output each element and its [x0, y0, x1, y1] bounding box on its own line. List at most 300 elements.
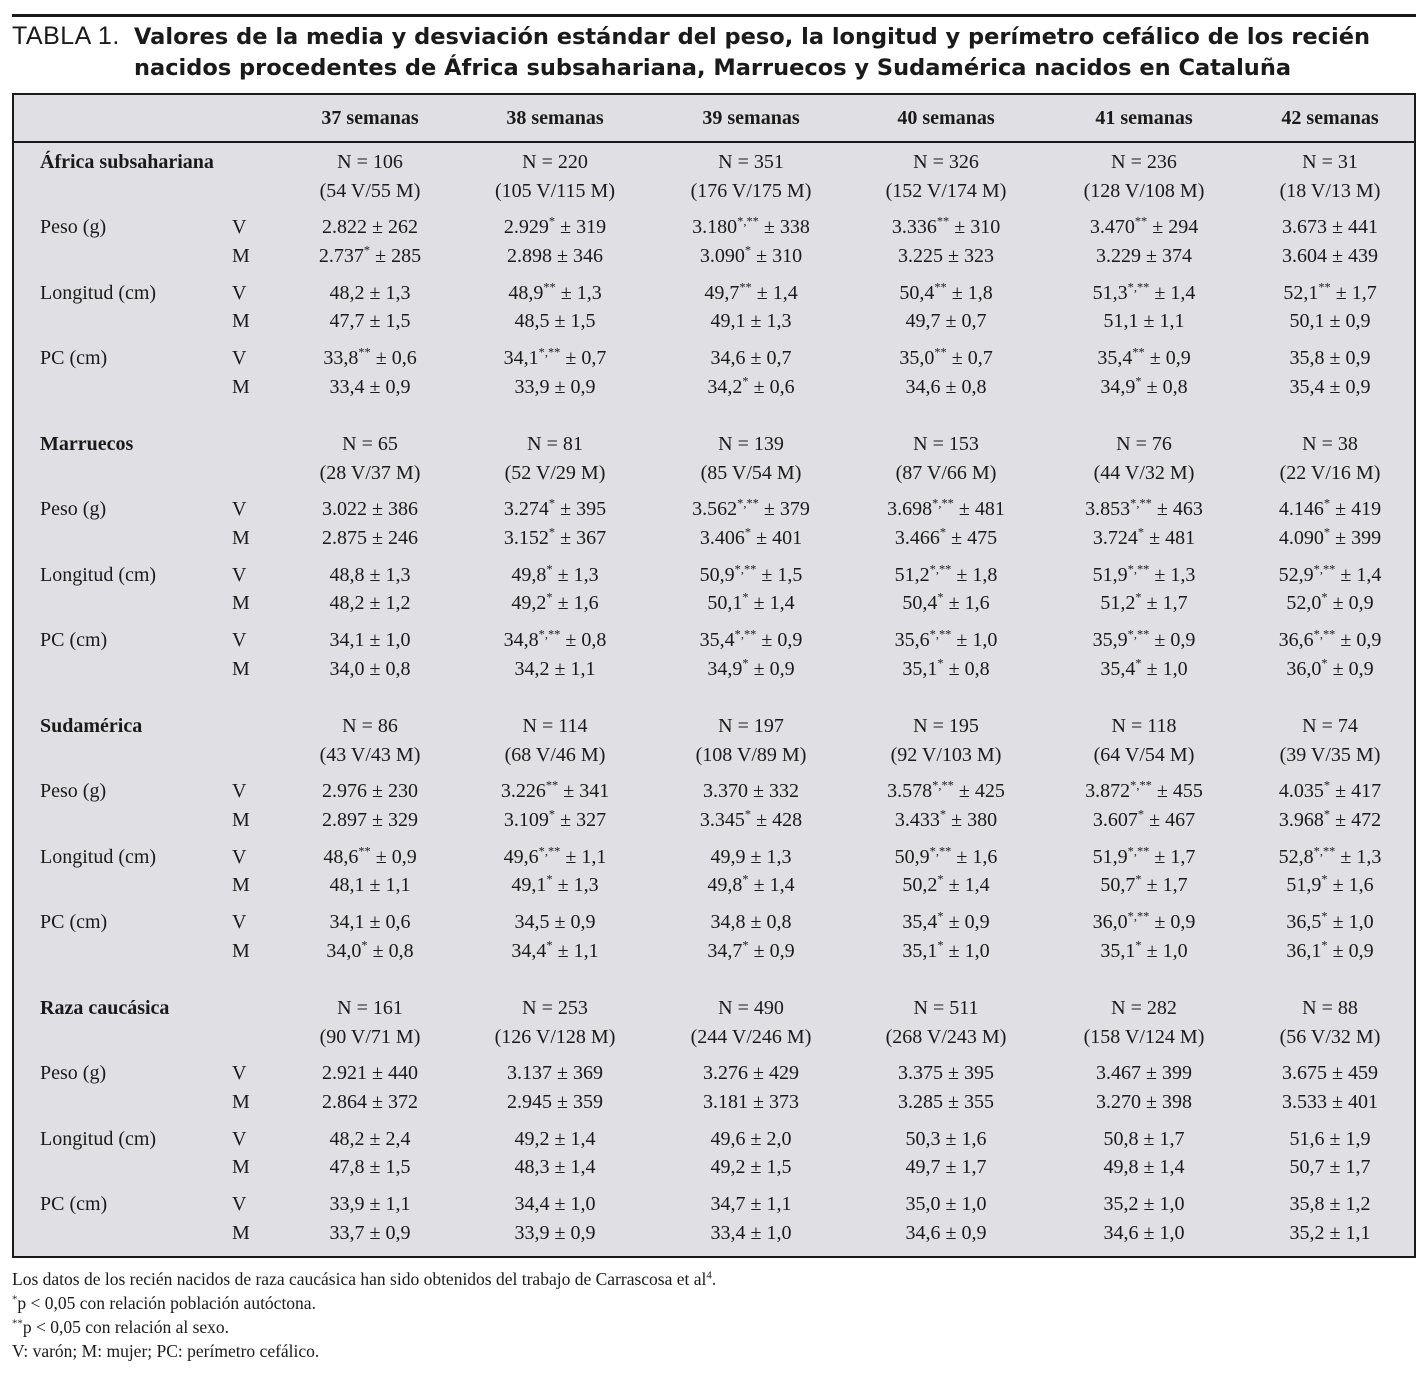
mean-value: 49,2 [514, 1128, 550, 1150]
value-cell [1282, 215, 1378, 239]
value-cell [1282, 244, 1378, 268]
significance-marker: ** [1134, 214, 1148, 229]
significance-marker: *,** [538, 844, 561, 859]
sex-split-cell: (90 V/71 M) [319, 1026, 421, 1048]
sd-value: 367 [576, 527, 607, 549]
sample-size-cell: N = 197 [718, 715, 784, 737]
sd-value: 0,9 [385, 376, 411, 398]
sd-value: 359 [572, 1091, 603, 1113]
sex-label-v: V [232, 911, 247, 933]
significance-marker: * [937, 872, 944, 887]
significance-marker: * [937, 938, 944, 953]
sex-split-cell: (64 V/54 M) [1093, 744, 1195, 766]
plus-minus-sign: ± [555, 809, 577, 831]
value-cell [899, 346, 992, 370]
sd-value: 472 [1351, 809, 1382, 831]
sd-value: 1,4 [772, 282, 798, 304]
value-cell [330, 591, 411, 615]
value-cell [902, 873, 989, 897]
sd-value: 1,0 [1162, 658, 1188, 680]
sd-value: 0,9 [1165, 347, 1191, 369]
plus-minus-sign: ± [1327, 874, 1349, 896]
sd-value: 1,6 [972, 846, 998, 868]
sd-value: 439 [1347, 245, 1378, 267]
mean-value: 36,1 [1286, 940, 1322, 962]
plus-minus-sign: ± [946, 527, 968, 549]
mean-value: 3.968 [1278, 809, 1324, 831]
sex-label-v: V [232, 1062, 247, 1084]
mean-value: 3.467 [1096, 1062, 1142, 1084]
sd-value: 0,9 [777, 629, 803, 651]
value-cell [515, 657, 596, 681]
plus-minus-sign: ± [549, 1222, 571, 1244]
plus-minus-sign: ± [940, 376, 962, 398]
sd-value: 1,1 [385, 874, 411, 896]
plus-minus-sign: ± [745, 1128, 767, 1150]
value-cell [895, 563, 998, 587]
sd-value: 481 [1165, 527, 1196, 549]
mean-value: 3.152 [503, 527, 549, 549]
value-cell [1104, 309, 1185, 333]
plus-minus-sign: ± [552, 245, 573, 267]
value-cell [330, 563, 411, 587]
value-cell [1290, 375, 1371, 399]
value-cell [1290, 1155, 1371, 1179]
plus-minus-sign: ± [1151, 780, 1173, 802]
sex-label-m: M [232, 1222, 250, 1244]
mean-value: 3.604 [1282, 245, 1328, 267]
table-title: Valores de la media y desviación estándar del peso, la longitud y perímetro cefálico de los recién nacidos procedentes de África subsahariana, Marruecos y Sudamérica nacidos en Cataluña [134, 24, 1370, 81]
measure-label: Longitud (cm) [40, 846, 157, 868]
significance-marker: * [1323, 807, 1331, 822]
plus-minus-sign: ± [1327, 911, 1349, 933]
value-cell [1093, 808, 1195, 832]
significance-marker: * [1137, 525, 1145, 540]
sd-value: 428 [772, 809, 803, 831]
value-cell [322, 779, 418, 803]
mean-value: 3.270 [1096, 1091, 1142, 1113]
sd-value: 0,9 [1170, 629, 1196, 651]
mean-value: 3.180 [692, 216, 738, 238]
footnote-marker: * [12, 1293, 18, 1306]
sample-size-cell: N = 220 [522, 151, 588, 173]
value-cell [323, 346, 416, 370]
significance-marker: ** [358, 345, 371, 360]
sd-value: 372 [387, 1091, 418, 1113]
plus-minus-sign: ± [751, 809, 773, 831]
measure-label: PC (cm) [40, 1193, 108, 1215]
significance-marker: *,** [734, 627, 757, 642]
sex-split-cell: (18 V/13 M) [1279, 180, 1381, 202]
reference-number: 4 [706, 1269, 712, 1282]
value-cell [508, 281, 601, 305]
sample-size-cell: N = 139 [718, 433, 784, 455]
mean-value: 2.945 [507, 1091, 553, 1113]
value-cell [1283, 281, 1376, 305]
value-cell [507, 244, 603, 268]
mean-value: 34,4 [514, 1193, 550, 1215]
mean-value: 49,6 [710, 1128, 746, 1150]
column-header: 40 semanas [897, 107, 995, 129]
plus-minus-sign: ± [1335, 629, 1357, 651]
sd-value: 310 [772, 245, 803, 267]
value-cell [887, 497, 1005, 521]
sd-value: 1,0 [1162, 940, 1188, 962]
plus-minus-sign: ± [370, 846, 392, 868]
mean-value: 3.470 [1089, 216, 1135, 238]
sex-label-m: M [232, 310, 250, 332]
value-cell [704, 281, 797, 305]
sex-label-m: M [232, 592, 250, 614]
sample-size-cell: N = 118 [1111, 715, 1177, 737]
mean-value: 50,7 [1289, 1156, 1325, 1178]
sd-value: 1,6 [573, 592, 599, 614]
value-cell [511, 563, 598, 587]
plus-minus-sign: ± [745, 846, 767, 868]
value-cell [511, 591, 598, 615]
plus-minus-sign: ± [943, 592, 965, 614]
value-cell [906, 309, 987, 333]
sd-value: 0,9 [1345, 376, 1371, 398]
mean-value: 50,4 [899, 282, 935, 304]
sample-size-cell: N = 236 [1111, 151, 1177, 173]
mean-value: 35,1 [902, 940, 938, 962]
sd-value: 1,7 [1170, 846, 1196, 868]
value-cell [1282, 1061, 1378, 1085]
value-cell [898, 244, 994, 268]
significance-marker: ** [934, 280, 947, 295]
sd-value: 1,0 [964, 940, 990, 962]
mean-value: 51,2 [1100, 592, 1136, 614]
plus-minus-sign: ± [555, 527, 577, 549]
significance-marker: *,** [737, 214, 759, 229]
value-cell [1096, 244, 1192, 268]
sd-value: 338 [779, 216, 810, 238]
plus-minus-sign: ± [940, 1128, 962, 1150]
mean-value: 51,3 [1092, 282, 1128, 304]
mean-value: 35,2 [1289, 1222, 1325, 1244]
value-cell [330, 657, 411, 681]
sd-value: 1,7 [1162, 592, 1188, 614]
mean-value: 3.137 [507, 1062, 553, 1084]
significance-marker: * [1321, 590, 1328, 605]
sd-value: 1,3 [573, 564, 599, 586]
mean-value: 48,2 [329, 592, 365, 614]
mean-value: 49,7 [704, 282, 740, 304]
sex-label-m: M [232, 1091, 250, 1113]
mean-value: 34,0 [326, 940, 362, 962]
plus-minus-sign: ± [1138, 1128, 1160, 1150]
plus-minus-sign: ± [756, 564, 778, 586]
value-cell [330, 1155, 411, 1179]
sd-value: 2,0 [766, 1128, 792, 1150]
value-cell [703, 1090, 799, 1114]
significance-marker: * [1321, 872, 1328, 887]
mean-value: 34,6 [1103, 1222, 1139, 1244]
mean-value: 49,1 [511, 874, 547, 896]
value-cell [700, 563, 803, 587]
value-cell [1279, 526, 1381, 550]
sex-label-v: V [232, 216, 247, 238]
value-cell [1100, 873, 1187, 897]
sd-value: 401 [1347, 1091, 1378, 1113]
value-cell [326, 939, 413, 963]
value-cell [711, 1127, 792, 1151]
plus-minus-sign: ± [552, 1062, 573, 1084]
plus-minus-sign: ± [1324, 310, 1346, 332]
mean-value: 3.225 [898, 245, 944, 267]
value-cell [1097, 346, 1190, 370]
mean-value: 35,4 [1289, 376, 1325, 398]
sd-value: 1,3 [766, 310, 792, 332]
mean-value: 51,9 [1092, 564, 1128, 586]
significance-marker: ** [739, 280, 752, 295]
value-cell [898, 1090, 994, 1114]
significance-marker: * [1323, 525, 1331, 540]
sex-label-m: M [232, 527, 250, 549]
value-cell [515, 1221, 596, 1245]
sex-split-cell: (44 V/32 M) [1093, 462, 1195, 484]
mean-value: 34,1 [503, 347, 539, 369]
mean-value: 3.276 [703, 1062, 749, 1084]
mean-value: 2.976 [322, 780, 368, 802]
significance-marker: * [1135, 374, 1142, 389]
mean-value: 34,9 [707, 658, 743, 680]
mean-value: 48,9 [508, 282, 544, 304]
mean-value: 33,7 [329, 1222, 365, 1244]
significance-marker: * [548, 496, 556, 511]
top-rule [12, 14, 1416, 17]
sex-split-cell: (92 V/103 M) [890, 744, 1002, 766]
plus-minus-sign: ± [946, 282, 968, 304]
plus-minus-sign: ± [1324, 1222, 1346, 1244]
mean-value: 48,2 [329, 1128, 365, 1150]
significance-marker: * [1137, 807, 1145, 822]
sex-split-cell: (268 V/243 M) [885, 1026, 1007, 1048]
value-cell [330, 281, 411, 305]
sd-value: 1,4 [570, 1128, 596, 1150]
mean-value: 35,9 [1092, 629, 1128, 651]
value-cell [501, 779, 609, 803]
plus-minus-sign: ± [549, 911, 571, 933]
sd-value: 374 [1161, 245, 1192, 267]
mean-value: 34,8 [503, 629, 539, 651]
sd-value: 1,7 [1162, 874, 1188, 896]
value-cell [902, 657, 989, 681]
plus-minus-sign: ± [1324, 376, 1346, 398]
significance-marker: * [546, 562, 553, 577]
mean-value: 47,7 [329, 310, 365, 332]
sd-value: 327 [576, 809, 607, 831]
plus-minus-sign: ± [953, 780, 975, 802]
mean-value: 34,4 [511, 940, 547, 962]
significance-marker: * [1323, 496, 1331, 511]
plus-minus-sign: ± [943, 940, 965, 962]
plus-minus-sign: ± [555, 498, 577, 520]
mean-value: 2.822 [322, 216, 368, 238]
significance-marker: * [744, 243, 752, 258]
plus-minus-sign: ± [367, 940, 389, 962]
plus-minus-sign: ± [1144, 347, 1166, 369]
plus-minus-sign: ± [943, 874, 965, 896]
plus-minus-sign: ± [1330, 282, 1352, 304]
column-header: 37 semanas [321, 107, 419, 129]
sd-value: 373 [768, 1091, 799, 1113]
value-cell [504, 628, 607, 652]
value-cell [711, 1155, 792, 1179]
mean-value: 34,1 [329, 911, 365, 933]
significance-marker: *,** [932, 778, 954, 793]
measure-label: Longitud (cm) [40, 1128, 157, 1150]
mean-value: 50,7 [1100, 874, 1136, 896]
sd-value: 323 [963, 245, 994, 267]
sd-value: 395 [576, 498, 607, 520]
sample-size-cell: N = 282 [1111, 997, 1177, 1019]
section-title: Sudamérica [40, 715, 143, 737]
value-cell [330, 1221, 411, 1245]
sd-value: 0,9 [1348, 658, 1374, 680]
column-header: 41 semanas [1095, 107, 1193, 129]
sex-split-cell: (128 V/108 M) [1083, 180, 1205, 202]
plus-minus-sign: ± [370, 245, 392, 267]
sex-split-cell: (22 V/16 M) [1279, 462, 1381, 484]
plus-minus-sign: ± [1141, 1091, 1162, 1113]
plus-minus-sign: ± [940, 1156, 962, 1178]
sd-value: 0,9 [570, 911, 596, 933]
sd-value: 441 [1347, 216, 1378, 238]
plus-minus-sign: ± [1149, 282, 1171, 304]
plus-minus-sign: ± [748, 1091, 769, 1113]
value-cell [711, 309, 792, 333]
plus-minus-sign: ± [552, 592, 574, 614]
plus-minus-sign: ± [943, 911, 965, 933]
sd-value: 1,7 [1345, 1156, 1371, 1178]
section-title: Marruecos [40, 433, 134, 455]
significance-marker: *,** [1127, 562, 1150, 577]
sd-value: 481 [974, 498, 1005, 520]
sex-split-cell: (152 V/174 M) [885, 180, 1007, 202]
mean-value: 50,3 [905, 1128, 941, 1150]
mean-value: 49,9 [710, 846, 746, 868]
value-cell [692, 215, 810, 239]
mean-value: 51,2 [894, 564, 930, 586]
value-cell [515, 1192, 596, 1216]
sd-value: 1,9 [1345, 1128, 1371, 1150]
value-cell [1279, 497, 1381, 521]
significance-marker: * [363, 243, 371, 258]
footnote-marker: ** [12, 1317, 23, 1330]
significance-marker: *,** [1127, 280, 1150, 295]
sd-value: 1,1 [1159, 310, 1185, 332]
value-cell [322, 1090, 418, 1114]
plus-minus-sign: ± [1138, 1156, 1160, 1178]
value-cell [711, 910, 792, 934]
significance-marker: * [1135, 656, 1142, 671]
plus-minus-sign: ± [1324, 1156, 1346, 1178]
value-cell [895, 845, 998, 869]
plus-minus-sign: ± [367, 1091, 388, 1113]
sd-value: 0,7 [766, 347, 792, 369]
sex-split-cell: (85 V/54 M) [700, 462, 802, 484]
plus-minus-sign: ± [364, 1128, 386, 1150]
value-cell [707, 873, 794, 897]
sd-value: 1,0 [766, 1222, 792, 1244]
mean-value: 36,6 [1278, 629, 1314, 651]
sd-value: 369 [572, 1062, 603, 1084]
mean-value: 51,9 [1092, 846, 1128, 868]
mean-value: 3.466 [894, 527, 940, 549]
value-cell [1286, 591, 1373, 615]
sd-value: 341 [579, 780, 610, 802]
plus-minus-sign: ± [560, 629, 582, 651]
significance-marker: * [1321, 938, 1328, 953]
significance-marker: * [1321, 909, 1328, 924]
plus-minus-sign: ± [560, 347, 582, 369]
plus-minus-sign: ± [1138, 1222, 1160, 1244]
plus-minus-sign: ± [552, 940, 574, 962]
mean-value: 34,7 [710, 1193, 746, 1215]
sd-value: 329 [387, 809, 418, 831]
value-cell [511, 939, 598, 963]
sd-value: 417 [1351, 780, 1382, 802]
mean-value: 34,1 [329, 629, 365, 651]
significance-marker: ** [545, 778, 559, 793]
plus-minus-sign: ± [745, 1222, 767, 1244]
plus-minus-sign: ± [748, 592, 770, 614]
value-cell [1100, 939, 1187, 963]
mean-value: 34,0 [329, 658, 365, 680]
sex-split-cell: (176 V/175 M) [690, 180, 812, 202]
sd-value: 401 [772, 527, 803, 549]
mean-value: 35,1 [902, 658, 938, 680]
mean-value: 34,6 [710, 347, 746, 369]
significance-marker: * [548, 214, 556, 229]
significance-marker: *,** [1127, 627, 1150, 642]
sd-value: 455 [1172, 780, 1203, 802]
mean-value: 52,0 [1286, 592, 1322, 614]
mean-value: 3.226 [500, 780, 546, 802]
sample-size-cell: N = 114 [522, 715, 588, 737]
significance-marker: * [742, 938, 749, 953]
significance-marker: *,** [929, 627, 952, 642]
value-cell [330, 910, 411, 934]
plus-minus-sign: ± [748, 1062, 769, 1084]
significance-marker: *,** [1130, 496, 1152, 511]
mean-value: 50,4 [902, 592, 938, 614]
significance-marker: * [744, 807, 752, 822]
value-cell [515, 1155, 596, 1179]
sd-value: 0,9 [1348, 592, 1374, 614]
sd-value: 262 [387, 216, 418, 238]
value-cell [1104, 1155, 1185, 1179]
mean-value: 35,0 [905, 1193, 941, 1215]
mean-value: 3.090 [699, 245, 745, 267]
sex-label-m: M [232, 658, 250, 680]
mean-value: 34,2 [514, 658, 550, 680]
sd-value: 1,8 [972, 564, 998, 586]
significance-marker: * [937, 909, 944, 924]
sample-size-cell: N = 88 [1302, 997, 1358, 1019]
mean-value: 49,2 [511, 592, 547, 614]
value-cell [707, 657, 794, 681]
sd-value: 246 [387, 527, 418, 549]
sample-size-cell: N = 511 [913, 997, 979, 1019]
mean-value: 34,8 [710, 911, 746, 933]
plus-minus-sign: ± [552, 1091, 573, 1113]
value-cell [1096, 1061, 1192, 1085]
mean-value: 35,4 [1100, 658, 1136, 680]
sd-value: 463 [1172, 498, 1203, 520]
